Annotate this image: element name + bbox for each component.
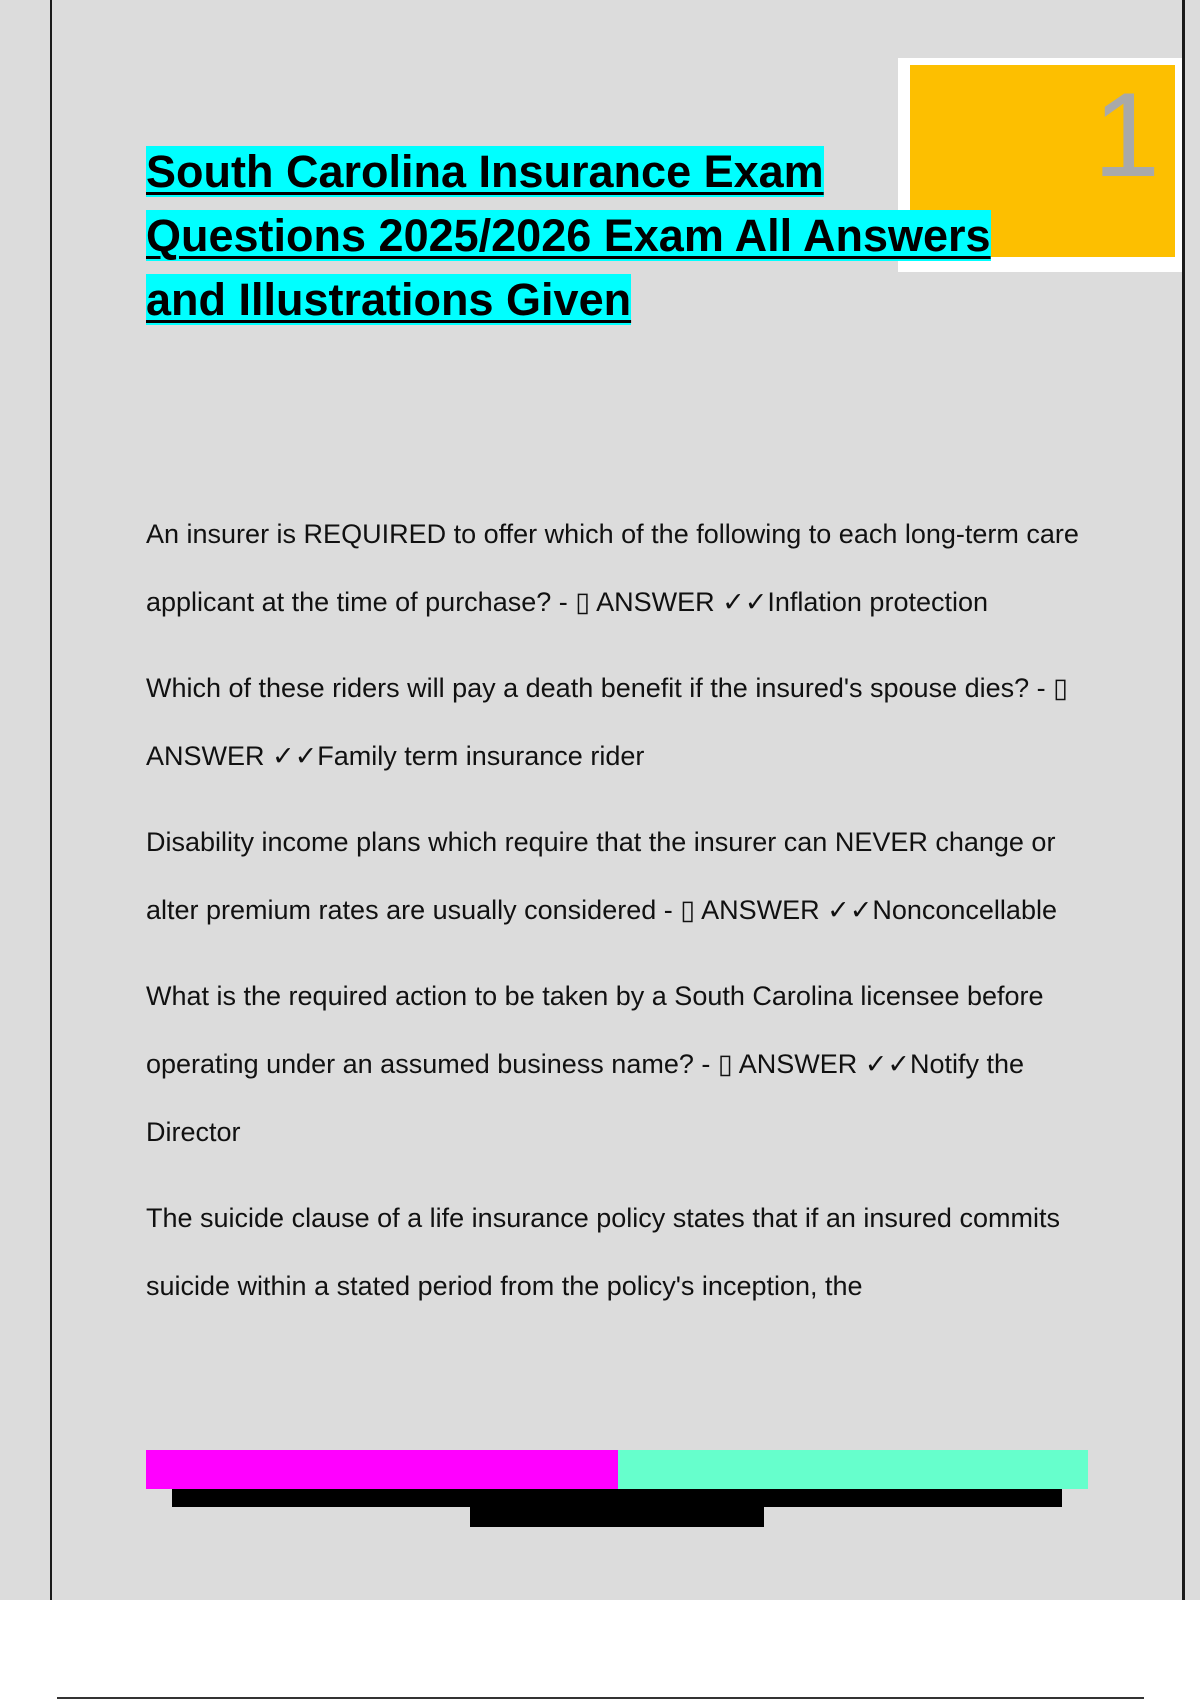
footer-redaction-bar-small xyxy=(470,1507,764,1527)
footer-magenta-bar xyxy=(146,1450,618,1489)
document-title xyxy=(146,140,1066,332)
question-answer-item: Disability income plans which require that the insurer can NEVER change or alter premium rates are usually considered - ▯ ANSWER ✓✓Nonconcellable xyxy=(146,827,1057,925)
document-title-line-3: and Illustrations Given xyxy=(146,274,632,325)
page-margin-right xyxy=(1185,0,1200,1600)
question-answer-item: An insurer is REQUIRED to offer which of the following to each long-term care applicant at the time of purchase? - ▯ ANSWER ✓✓Inflation protection xyxy=(146,519,1079,617)
question-answer-item: What is the required action to be taken by a South Carolina licensee before operating under an assumed business name? - ▯ ANSWER ✓✓Notify the Director xyxy=(146,981,1044,1147)
footer-mint-bar xyxy=(618,1450,1088,1489)
question-answer-item: The suicide clause of a life insurance policy states that if an insured commits suicide within a stated period from the policy's inception, the xyxy=(146,1203,1060,1301)
footer-redaction-bar xyxy=(172,1489,1062,1507)
bottom-divider xyxy=(57,1697,1144,1699)
page-margin-left xyxy=(0,0,50,1600)
question-list xyxy=(146,500,1096,1338)
page-number: 1 xyxy=(1093,68,1160,202)
document-title-line-2: Questions 2025/2026 Exam All Answers xyxy=(146,210,991,261)
document-title-line-1: South Carolina Insurance Exam xyxy=(146,146,824,197)
question-answer-item: Which of these riders will pay a death benefit if the insured's spouse dies? - ▯ ANSWER ✓✓Family term insurance rider xyxy=(146,673,1068,771)
